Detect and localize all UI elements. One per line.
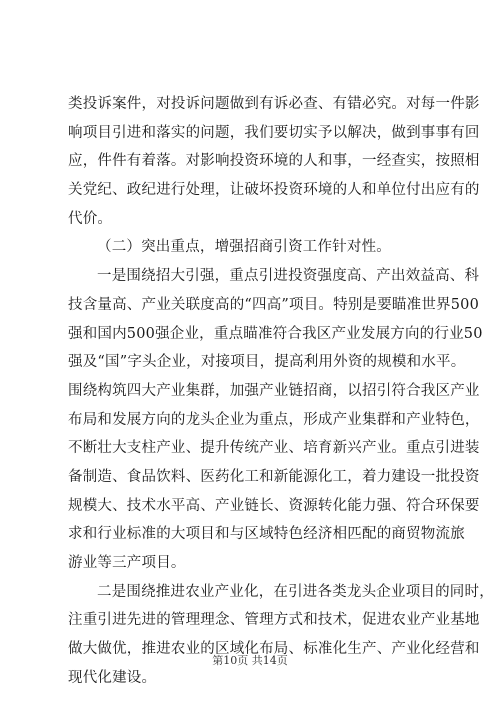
paragraph-complaint-handling bbox=[68, 90, 480, 233]
text-line: 游业等三产项目。 bbox=[68, 555, 186, 571]
text-line: 二是围绕推进农业产业化，在引进各类龙头企业项目的同时， bbox=[97, 583, 494, 600]
text-line: 规模大、技术水平高、产业链长、资源转化能力强、符合环保要 bbox=[68, 497, 480, 514]
text-line: 代价。 bbox=[68, 210, 113, 227]
text-line: 关党纪、政纪进行处理，让破坏投资环境的人和单位付出应有的 bbox=[68, 182, 480, 199]
text-line: 响项目引进和落实的问题，我们要切实予以解决，做到事事有回 bbox=[68, 124, 480, 141]
text-line: 不断壮大支柱产业、提升传统产业、培育新兴产业。重点引进装 bbox=[68, 440, 480, 457]
text-line: 一是围绕招大引强，重点引进投资强度高、产出效益高、科 bbox=[97, 268, 480, 285]
text-line: 类投诉案件，对投诉问题做到有诉必查、有错必究。对每一件影 bbox=[68, 96, 480, 112]
page-number-footer: 第10页 共14页 bbox=[212, 654, 288, 667]
paragraph-attract-large-projects bbox=[68, 262, 483, 578]
text-line: 围绕构筑四大产业集群，加强产业链招商，以招引符合我区产业 bbox=[68, 382, 480, 399]
section-heading-text: （二）突出重点，增强招商引资工作针对性。 bbox=[97, 239, 391, 256]
text-line: 求和行业标准的大项目和与区域特色经济相匹配的商贸物流旅 bbox=[68, 526, 465, 543]
text-line: 技含量高、产业关联度高的“四高”项目。特别是要瞄准世界500 bbox=[68, 296, 479, 313]
paragraph-agricultural-industrialization bbox=[68, 578, 494, 693]
text-line: 备制造、食品饮料、医药化工和新能源化工，着力建设一批投资 bbox=[68, 468, 480, 485]
text-line: 布局和发展方向的龙头企业为重点，形成产业集群和产业特色， bbox=[68, 411, 480, 428]
text-line: 强及“国”字头企业，对接项目，提高利用外资的规模和水平。 bbox=[68, 354, 466, 371]
text-line: 注重引进先进的管理理念、管理方式和技术，促进农业产业基地 bbox=[68, 612, 480, 629]
section-heading bbox=[68, 233, 440, 262]
text-line: 做大做优，推进农业的区域化布局、标准化生产、产业化经营和 bbox=[68, 641, 480, 658]
text-line: 现代化建设。 bbox=[68, 669, 157, 686]
text-line: 强和国内500强企业，重点瞄准符合我区产业发展方向的行业50 bbox=[68, 325, 483, 342]
document-body bbox=[68, 90, 494, 692]
text-line: 应，件件有着落。对影响投资环境的人和事，一经查实，按照相 bbox=[68, 153, 480, 170]
